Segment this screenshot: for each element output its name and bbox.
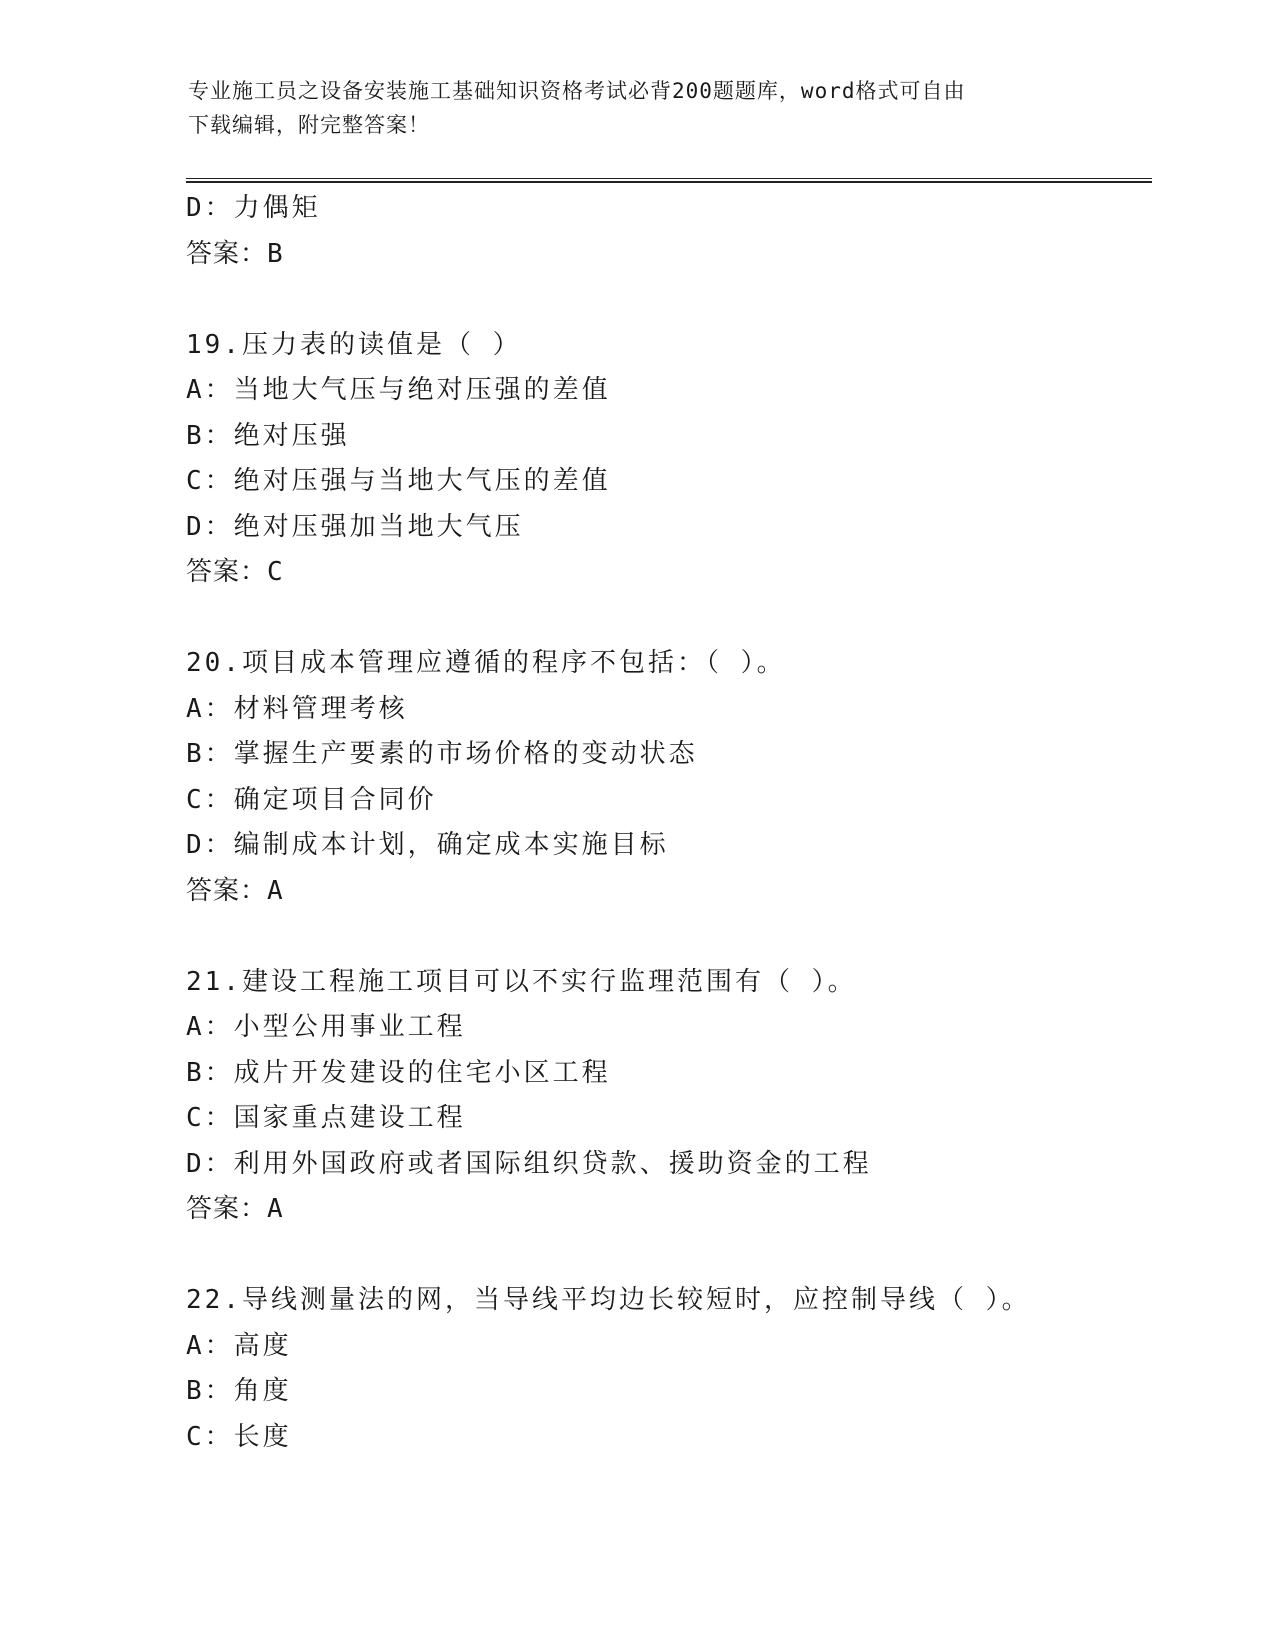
option-line: A：当地大气压与绝对压强的差值 [186,375,611,405]
answer-line [186,1187,1146,1233]
header-divider [186,178,1152,183]
answer-label: 答案： [186,875,268,906]
question-list [186,186,1146,1460]
option-line: C：确定项目合同价 [186,784,437,815]
answer-value: B [267,238,286,269]
option-line: D：力偶矩 [186,193,321,223]
option-line: C：长度 [186,1421,292,1452]
question-stem: 20.项目成本管理应遵循的程序不包括：（ ）。 [186,648,786,678]
question-stem: 22.导线测量法的网，当导线平均边长较短时，应控制导线（ ）。 [186,1285,1031,1315]
document-header [188,74,1068,142]
question-stem: 21.建设工程施工项目可以不实行监理范围有（ ）。 [186,966,857,997]
option-line: B：成片开发建设的住宅小区工程 [186,1057,611,1088]
header-title-line-1: 专业施工员之设备安装施工基础知识资格考试必背200题题库，word格式可自由 [188,79,966,103]
answer-label: 答案： [186,238,268,269]
answer-value: C [267,557,286,587]
answer-value: A [267,1194,286,1224]
option-line: A：高度 [186,1330,292,1361]
answer-line [186,869,1146,915]
option-line: B：绝对压强 [186,420,350,451]
option-line: A：小型公用事业工程 [186,1012,466,1042]
header-title-line-2: 下载编辑，附完整答案！ [188,113,430,137]
option-line: C：国家重点建设工程 [186,1103,466,1133]
answer-label: 答案： [186,1194,268,1224]
option-line: C：绝对压强与当地大气压的差值 [186,466,611,496]
answer-value: A [267,875,286,906]
answer-line [186,550,1146,596]
answer-line [186,232,1146,278]
option-line: D：利用外国政府或者国际组织贷款、援助资金的工程 [186,1148,872,1179]
question-stem: 19.压力表的读值是（ ） [186,329,522,360]
answer-label: 答案： [186,557,268,587]
option-line: B：角度 [186,1376,292,1406]
option-line: B：掌握生产要素的市场价格的变动状态 [186,739,698,769]
option-line: D：编制成本计划，确定成本实施目标 [186,830,669,860]
option-line: A：材料管理考核 [186,693,408,724]
option-line: D：绝对压强加当地大气压 [186,511,524,542]
